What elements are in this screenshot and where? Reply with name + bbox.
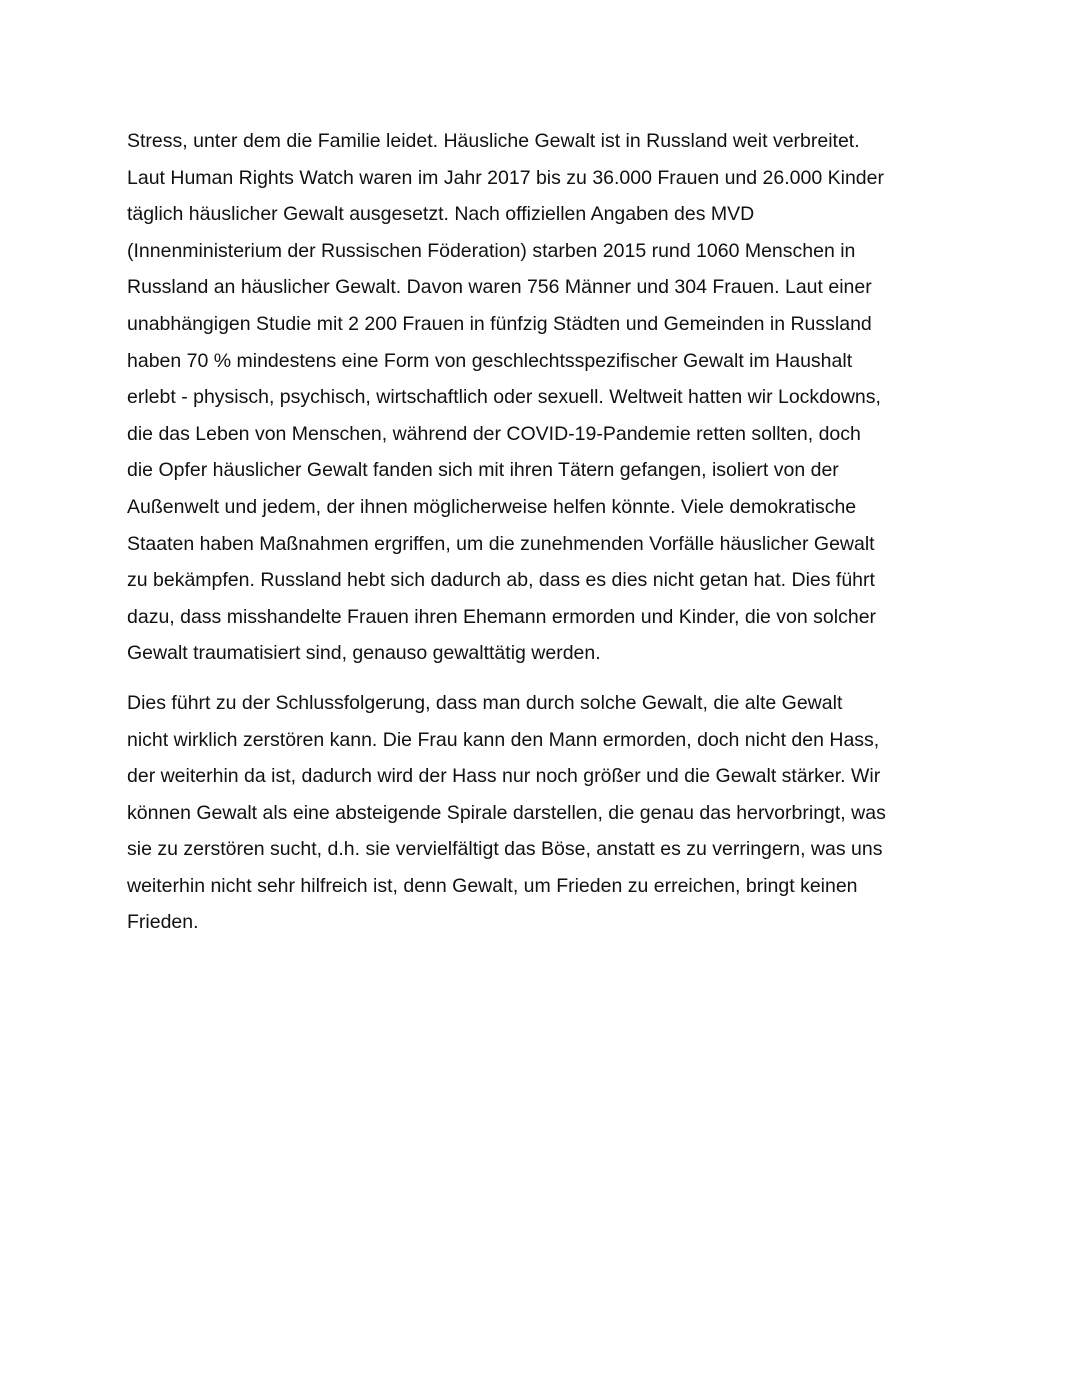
text-line: unabhängigen Studie mit 2 200 Frauen in fünfzig Städten und Gemeinden in Russland (127, 312, 872, 335)
text-line: weiterhin nicht sehr hilfreich ist, denn Gewalt, um Frieden zu erreichen, bringt keinen (127, 874, 858, 897)
text-line: zu bekämpfen. Russland hebt sich dadurch ab, dass es dies nicht getan hat. Dies führt (127, 569, 875, 592)
text-line: Russland an häuslicher Gewalt. Davon waren 756 Männer und 304 Frauen. Laut einer (127, 276, 872, 299)
text-line: die das Leben von Menschen, während der COVID-19-Pandemie retten sollten, doch (127, 422, 861, 445)
text-line: die Opfer häuslicher Gewalt fanden sich mit ihren Tätern gefangen, isoliert von der (127, 459, 839, 482)
text-line: sie zu zerstören sucht, d.h. sie vervielfältigt das Böse, anstatt es zu verringern, was uns (127, 838, 883, 861)
text-line: (Innenministerium der Russischen Föderation) starben 2015 rund 1060 Menschen in (127, 239, 856, 262)
text-line: erlebt - physisch, psychisch, wirtschaftlich oder sexuell. Weltweit hatten wir Lockdowns, (127, 386, 881, 409)
text-line: Außenwelt und jedem, der ihnen möglicherweise helfen könnte. Viele demokratische (127, 495, 857, 518)
document-body (127, 123, 987, 941)
text-line: Staaten haben Maßnahmen ergriffen, um die zunehmenden Vorfälle häuslicher Gewalt (127, 532, 875, 555)
text-line: Dies führt zu der Schlussfolgerung, dass man durch solche Gewalt, die alte Gewalt (127, 691, 843, 714)
text-line: Stress, unter dem die Familie leidet. Häusliche Gewalt ist in Russland weit verbreitet. (127, 130, 860, 152)
text-line: dazu, dass misshandelte Frauen ihren Ehemann ermorden und Kinder, die von solcher (127, 605, 877, 628)
text-line: Laut Human Rights Watch waren im Jahr 2017 bis zu 36.000 Frauen und 26.000 Kinder (127, 166, 884, 189)
text-line: nicht wirklich zerstören kann. Die Frau kann den Mann ermorden, doch nicht den Hass, (127, 728, 880, 751)
text-line: haben 70 % mindestens eine Form von geschlechtsspezifischer Gewalt im Haushalt (127, 349, 853, 372)
paragraph-2 (127, 685, 987, 941)
paragraph-1 (127, 123, 987, 672)
text-line: der weiterhin da ist, dadurch wird der Hass nur noch größer und die Gewalt stärker. Wir (127, 765, 881, 788)
text-line: können Gewalt als eine absteigende Spirale darstellen, die genau das hervorbringt, was (127, 801, 886, 824)
text-line: Gewalt traumatisiert sind, genauso gewalttätig werden. (127, 642, 601, 665)
text-line: täglich häuslicher Gewalt ausgesetzt. Nach offiziellen Angaben des MVD (127, 203, 755, 226)
text-line: Frieden. (127, 911, 199, 934)
